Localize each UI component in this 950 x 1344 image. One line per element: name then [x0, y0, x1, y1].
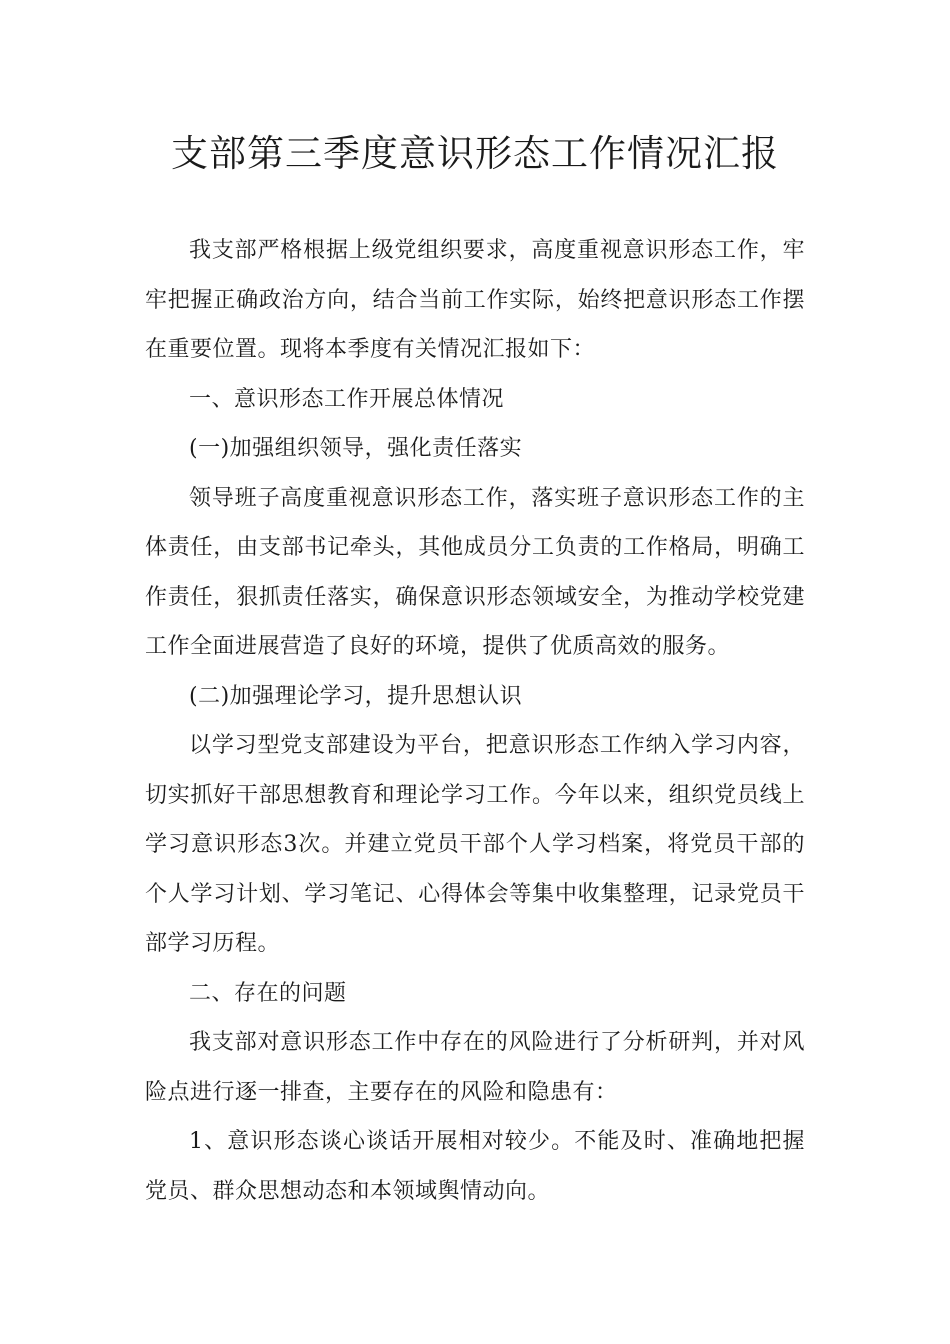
paragraph-risk-analysis: 我支部对意识形态工作中存在的风险进行了分析研判，并对风险点进行逐一排查，主要存在的风险和隐患有： [145, 1030, 805, 1105]
paragraph-leadership: 领导班子高度重视意识形态工作，落实班子意识形态工作的主体责任，由支部书记牵头，其他成员分工负责的工作格局，明确工作责任，狠抓责任落实，确保意识形态领域安全，为推动学校党建工作全面进展营造了良好的环境，提供了优质高效的服务。 [145, 485, 805, 659]
paragraph-risk-item-1: 1、意识形态谈心谈话开展相对较少。不能及时、准确地把握党员、群众思想动态和本领域舆情动向。 [145, 1129, 805, 1204]
document-body [145, 226, 805, 1216]
heading-section-2: 二、存在的问题 [189, 980, 347, 1006]
heading-subsection-1: (一)加强组织领导，强化责任落实 [189, 436, 523, 461]
heading-subsection-2: (二)加强理论学习，提升思想认识 [189, 683, 523, 709]
paragraph-intro: 我支部严格根据上级党组织要求，高度重视意识形态工作，牢牢把握正确政治方向，结合当前工作实际，始终把意识形态工作摆在重要位置。现将本季度有关情况汇报如下： [145, 238, 805, 362]
paragraph-study: 以学习型党支部建设为平台，把意识形态工作纳入学习内容，切实抓好干部思想教育和理论学习工作。今年以来，组织党员线上学习意识形态3次。并建立党员干部个人学习档案，将党员干部的个人学习计划、学习笔记、心得体会等集中收集整理，记录党员干部学习历程。 [145, 733, 805, 956]
document-title: 支部第三季度意识形态工作情况汇报 [171, 132, 779, 175]
heading-section-1: 一、意识形态工作开展总体情况 [189, 386, 505, 412]
